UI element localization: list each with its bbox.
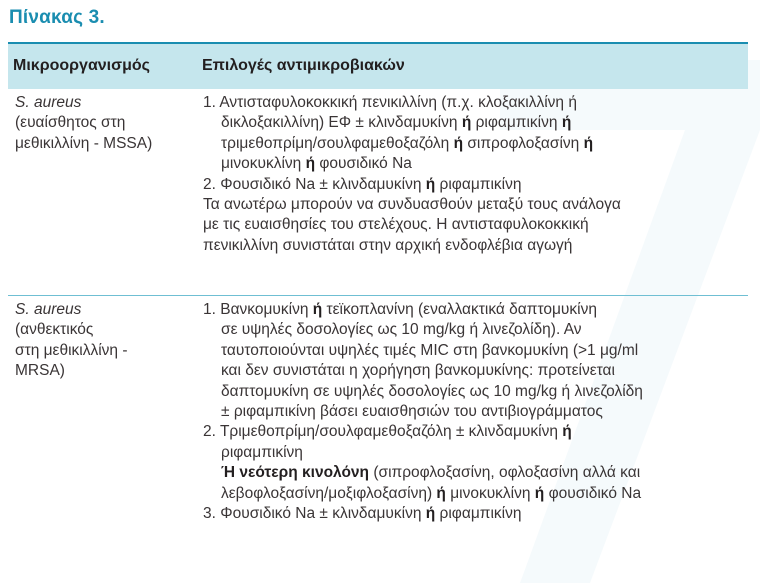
option-line: 1. Βανκομυκίνη ή τεϊκοπλανίνη (εναλλακτικά δαπτομυκίνη	[203, 301, 597, 318]
note-line: πενικιλλίνη συνιστάται στην αρχική ενδοφλέβια αγωγή	[203, 236, 573, 254]
organism-detail: μεθικιλλίνη - MSSA)	[15, 134, 153, 152]
row1-options-cell	[203, 93, 743, 256]
option-line: δαπτομυκίνη σε υψηλές δοσολογίες ως 10 mg/kg ή λινεζολίδη	[221, 382, 643, 400]
organism-detail: MRSA)	[15, 362, 65, 380]
row2-organism-cell	[15, 300, 195, 382]
organism-detail: (ανθεκτικός	[15, 321, 94, 339]
organism-name: S. aureus	[15, 301, 82, 318]
option-line: 2. Φουσιδικό Na ± κλινδαμυκίνη ή ριφαμπικίνη	[203, 175, 522, 193]
option-line: μινοκυκλίνη ή φουσιδικό Na	[221, 155, 412, 173]
note-line: με τις ευαισθησίες του στελέχους. Η αντισταφυλοκοκκική	[203, 216, 589, 234]
row2-options-cell	[203, 300, 743, 524]
organism-detail: στη μεθικιλλίνη -	[15, 341, 128, 359]
organism-detail: (ευαίσθητος στη	[15, 114, 126, 132]
option-line: και δεν συνιστάται η χορήγηση βανκομυκίνης: προτείνεται	[221, 362, 615, 380]
organism-name: S. aureus	[15, 94, 82, 111]
option-line: ριφαμπικίνη	[221, 443, 303, 461]
option-line: δικλοξακιλλίνη) ΕΦ ± κλινδαμυκίνη ή ριφαμπικίνη ή	[221, 114, 572, 132]
option-line: 1. Αντισταφυλοκοκκική πενικιλλίνη (π.χ. κλοξακιλλίνη ή	[203, 94, 577, 111]
option-line: λεβοφλοξασίνη/μοξιφλοξασίνη) ή μινοκυκλίνη ή φουσιδικό Na	[221, 484, 642, 502]
option-line: τριμεθοπρίμη/σουλφαμεθοξαζόλη ή σιπροφλοξασίνη ή	[221, 134, 594, 152]
option-line: ταυτοποιούνται υψηλές τιμές MIC στη βανκομυκίνη (>1 μg/ml	[221, 341, 639, 359]
note-line: Τα ανωτέρω μπορούν να συνδυασθούν μεταξύ τους ανάλογα	[203, 195, 621, 213]
row-separator	[8, 295, 748, 296]
option-line: 2. Τριμεθοπρίμη/σουλφαμεθοξαζόλη ± κλινδαμυκίνη ή	[203, 423, 572, 441]
header-antimicrobial-options: Επιλογές αντιμικροβιακών	[202, 57, 405, 74]
option-line: σε υψηλές δοσολογίες ως 10 mg/kg ή λινεζολίδη). Αν	[221, 321, 582, 339]
row1-organism-cell	[15, 93, 195, 154]
header-microorganism: Μικροοργανισμός	[13, 57, 150, 74]
option-line: Ή νεότερη κινολόνη (σιπροφλοξασίνη, οφλοξασίνη αλλά και	[221, 464, 641, 482]
table-title: Πίνακας 3.	[9, 7, 105, 28]
option-line: 3. Φουσιδικό Na ± κλινδαμυκίνη ή ριφαμπικίνη	[203, 504, 522, 522]
option-line: ± ριφαμπικίνη βάσει ευαισθησιών του αντιβιογράμματος	[221, 402, 603, 420]
